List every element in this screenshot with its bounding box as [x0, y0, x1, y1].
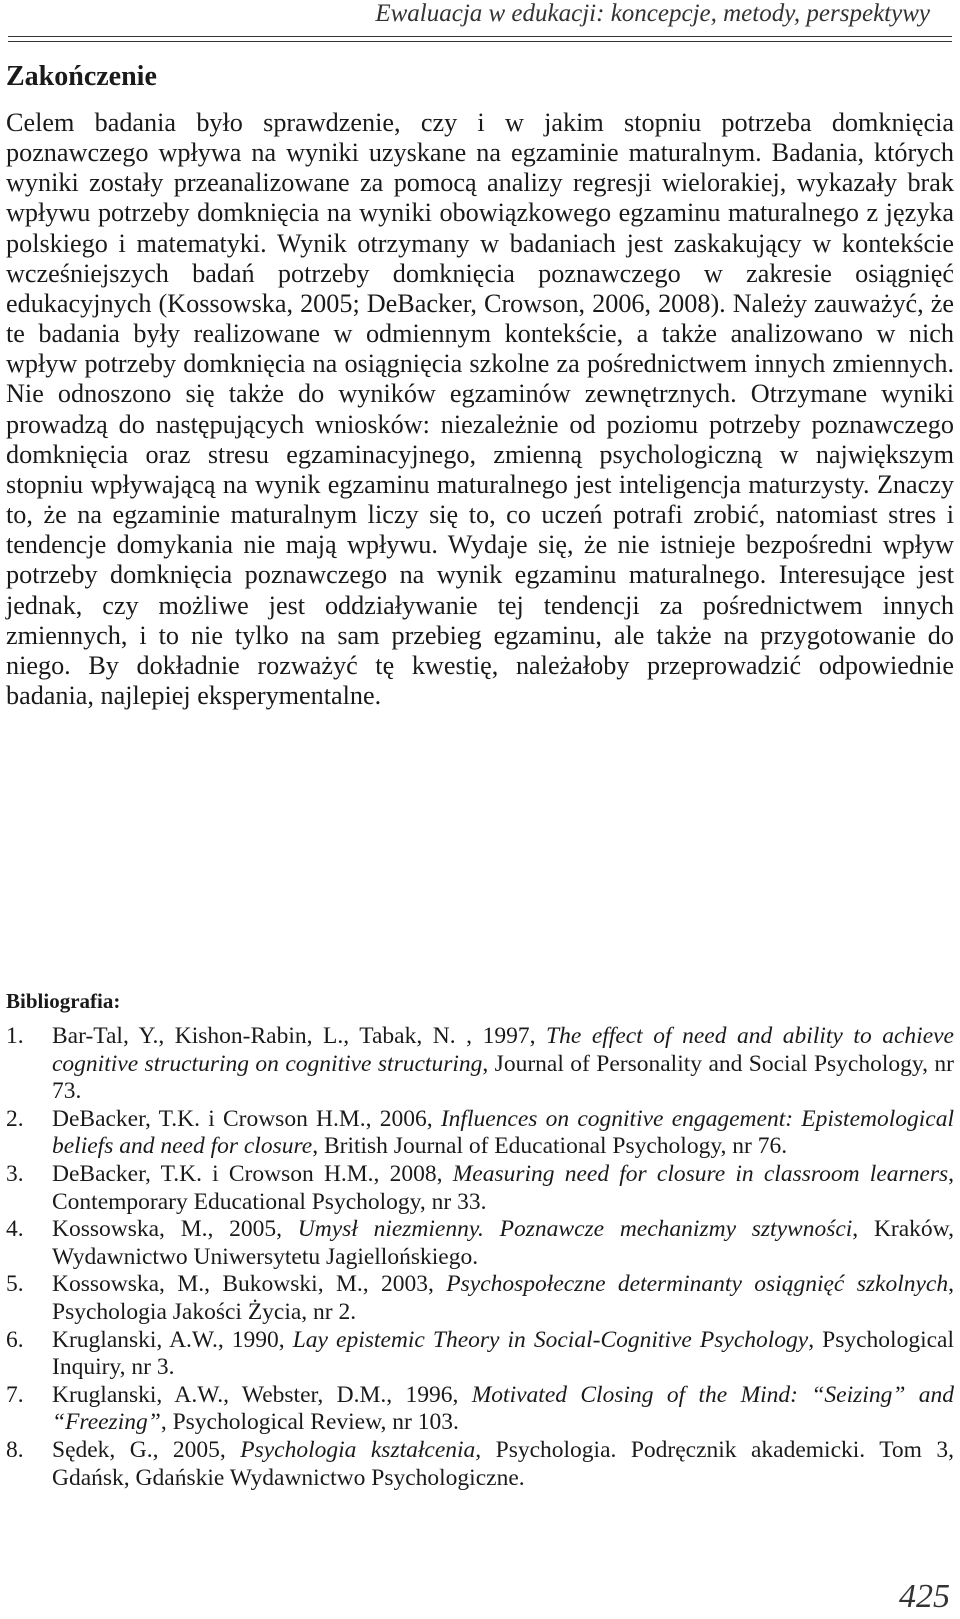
bibliography-entry	[6, 1023, 954, 1106]
entry-number: 6.	[6, 1326, 24, 1353]
entry-number: 4.	[6, 1216, 24, 1243]
entry-authors: DeBacker, T.K. i Crowson H.M., 2006,	[52, 1105, 441, 1132]
bibliography-entry	[6, 1437, 954, 1492]
bibliography-entry	[6, 1327, 954, 1382]
entry-number: 3.	[6, 1160, 24, 1187]
entry-source: , Contemporary Educational Psychology, nr 33.	[52, 1160, 954, 1215]
running-header: Ewaluacja w edukacji: koncepcje, metody, perspektywy	[375, 0, 930, 27]
entry-title: Measuring need for closure in classroom learners	[452, 1160, 949, 1187]
entry-source: , Psychological Inquiry, nr 3.	[52, 1326, 955, 1381]
bibliography-entry	[6, 1382, 954, 1437]
page-number: 425	[899, 1578, 950, 1615]
entry-authors: Kruglanski, A.W., 1990,	[52, 1326, 293, 1353]
entry-title: Umysł niezmienny. Poznawcze mechanizmy sztywności	[297, 1216, 853, 1243]
body-paragraph: Celem badania było sprawdzenie, czy i w jakim stopniu potrzeba domknięcia poznawczego wpływa na wyniki uzyskane na egzaminie maturalnym. Badania, których wyniki zostały przeanalizowane za pomocą analizy regresji wielorakiej, wykazały brak wpływu potrzeby domknięcia na wyniki obowiązkowego egzaminu maturalnego z języka polskiego i matematyki. Wynik otrzymany w badaniach jest zaskakujący w kontekście wcześniejszych badań potrzeby domknięcia poznawczego w zakresie osiągnięć edukacyjnych (Kossowska, 2005; DeBacker, Crowson, 2006, 2008). Należy zauważyć, że te badania były realizowane w odmiennym kontekście, a także analizowano w nich wpływ potrzeby domknięcia na osiągnięcia szkolne za pośrednictwem innych zmiennych. Nie odnoszono się także do wyników egzaminów zewnętrznych. Otrzymane wyniki prowadzą do następujących wniosków: niezależnie od poziomu potrzeby poznawczego domknięcia oraz stresu egzaminacyjnego, zmienną psychologiczną w największym stopniu wpływającą na wynik egzaminu maturalnego jest inteligencja maturzysty. Znaczy to, że na egzaminie maturalnym liczy się to, co uczeń potrafi zrobić, natomiast stres i tendencje domykania nie mają wpływu. Wydaje się, że nie istnieje bezpośredni wpływ potrzeby domknięcia poznawczego na wynik egzaminu maturalnego. Interesujące jest jednak, czy możliwe jest oddziaływanie tej tendencji za pośrednictwem innych zmiennych, i to nie tylko na sam przebieg egzaminu, ale także na przygotowanie do niego. By dokładnie rozważyć tę kwestię, należałoby przeprowadzić odpowiednie badania, najlepiej eksperymentalne.	[6, 108, 954, 710]
entry-number: 8.	[6, 1436, 24, 1463]
bibliography-list	[6, 1023, 954, 1492]
entry-source: , British Journal of Educational Psychology, nr 76.	[312, 1133, 788, 1160]
entry-authors: DeBacker, T.K. i Crowson H.M., 2008,	[52, 1160, 453, 1187]
entry-title: Influences on cognitive engagement: Epistemological beliefs and need for closure	[52, 1105, 954, 1160]
entry-authors: Kossowska, M., 2005,	[52, 1216, 298, 1243]
bibliography-entry	[6, 1161, 954, 1216]
entry-title: Motivated Closing of the Mind: “Seizing” and “Freezing”	[52, 1381, 955, 1436]
entry-number: 7.	[6, 1381, 24, 1408]
entry-source: , Psychological Review, nr 103.	[160, 1409, 459, 1436]
header-rule	[8, 36, 952, 42]
entry-title: The effect of need and ability to achieve cognitive structuring on cognitive structuring	[52, 1023, 954, 1077]
entry-source: , Kraków, Wydawnictwo Uniwersytetu Jagiellońskiego.	[52, 1216, 954, 1270]
entry-number: 5.	[6, 1271, 24, 1298]
entry-number: 1.	[6, 1023, 24, 1049]
entry-title: Psychologia kształcenia,	[240, 1436, 482, 1463]
entry-authors: Sędek, G., 2005,	[52, 1436, 241, 1463]
entry-authors: Kossowska, M., Bukowski, M., 2003,	[52, 1271, 447, 1298]
bibliography-entry	[6, 1271, 954, 1326]
bibliography-entry	[6, 1106, 954, 1161]
bibliography-entry	[6, 1216, 954, 1271]
entry-number: 2.	[6, 1105, 24, 1132]
bibliography-title: Bibliografia:	[6, 989, 121, 1013]
section-title: Zakończenie	[6, 61, 157, 92]
entry-authors: Kruglanski, A.W., Webster, D.M., 1996,	[52, 1381, 472, 1408]
entry-source: Psychologia. Podręcznik akademicki. Tom 3, Gdańsk, Gdańskie Wydawnictwo Psychologiczne.	[52, 1436, 955, 1491]
entry-title: Lay epistemic Theory in Social-Cognitive Psychology	[292, 1326, 809, 1353]
entry-title: Psychospołeczne determinanty osiągnięć szkolnych	[446, 1271, 949, 1298]
entry-source: , Journal of Personality and Social Psychology, nr 73.	[52, 1050, 954, 1105]
entry-authors: Bar-Tal, Y., Kishon-Rabin, L., Tabak, N. , 1997,	[52, 1023, 547, 1049]
entry-source: , Psychologia Jakości Życia, nr 2.	[52, 1271, 954, 1325]
